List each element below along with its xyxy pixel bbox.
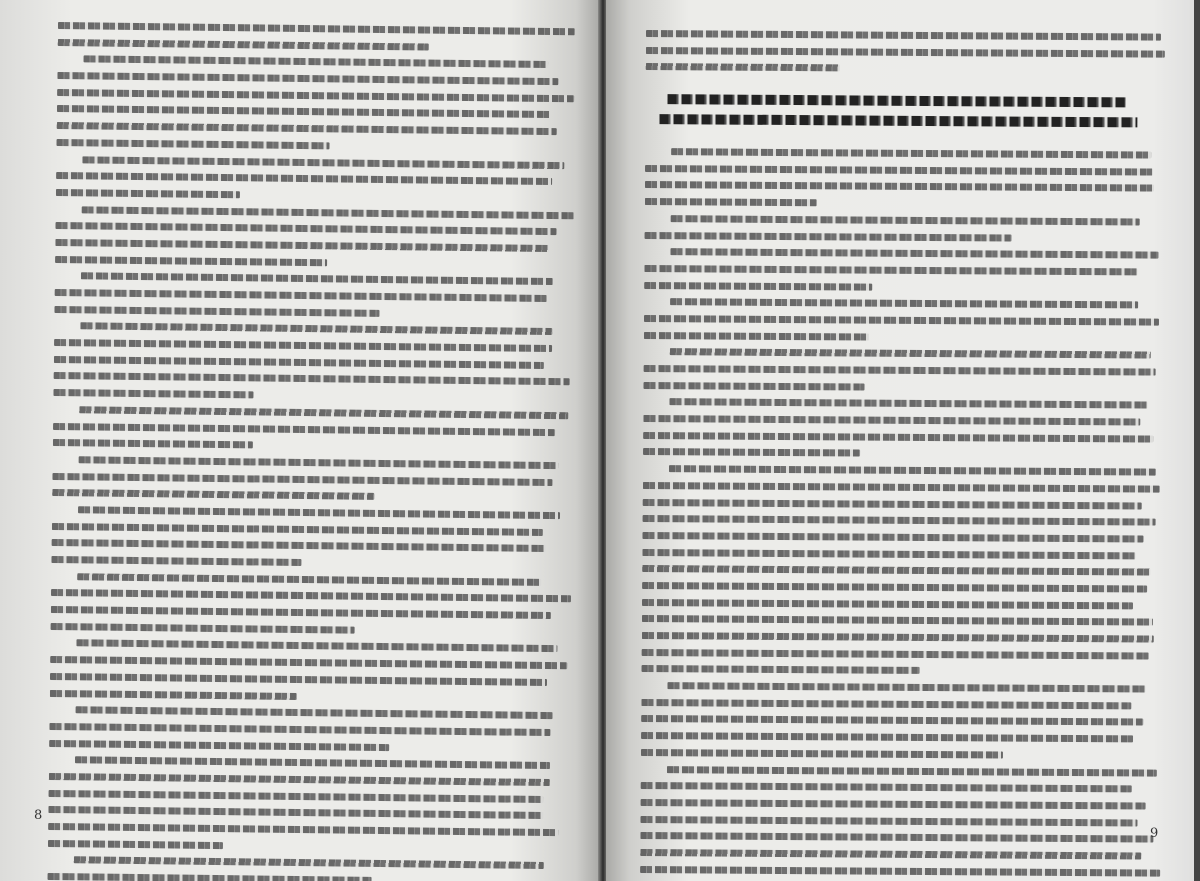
paragraph — [645, 215, 1165, 242]
text-line — [640, 866, 1160, 877]
text-line — [670, 348, 1151, 358]
paragraph — [52, 456, 572, 503]
text-line — [644, 365, 1156, 376]
text-line — [643, 482, 1160, 493]
paragraph — [646, 30, 1166, 74]
text-line — [58, 39, 429, 51]
text-line — [84, 56, 549, 69]
paragraph — [641, 682, 1162, 759]
text-line — [48, 840, 223, 849]
text-line — [49, 773, 550, 786]
paragraph — [640, 765, 1161, 881]
text-line — [641, 715, 1143, 726]
paragraph — [48, 856, 568, 881]
text-line — [55, 289, 547, 302]
text-line — [57, 72, 558, 85]
paragraph — [645, 148, 1165, 209]
left-page-text — [47, 22, 578, 881]
text-line — [52, 473, 552, 486]
text-line — [643, 382, 864, 391]
text-line — [670, 298, 1138, 308]
text-line — [669, 399, 1147, 409]
text-line — [57, 105, 550, 118]
text-line — [640, 849, 1141, 859]
text-line — [57, 89, 574, 102]
text-line — [54, 306, 379, 317]
right-page-number: 9 — [1150, 826, 1159, 841]
paragraph — [51, 573, 572, 636]
paragraph — [53, 406, 573, 453]
text-line — [55, 222, 556, 235]
paragraph — [48, 756, 569, 853]
text-line — [56, 172, 552, 185]
text-line — [644, 265, 1137, 275]
text-line — [54, 372, 570, 385]
paragraph — [53, 322, 574, 402]
text-line — [52, 523, 544, 536]
text-line — [641, 732, 1133, 742]
text-line — [76, 640, 557, 653]
text-line — [641, 699, 1131, 709]
text-line — [78, 506, 560, 519]
text-line — [646, 47, 1165, 58]
text-line — [641, 799, 1146, 810]
text-line — [54, 339, 552, 352]
text-line — [644, 315, 1159, 326]
text-line — [645, 181, 1154, 192]
paragraph — [642, 465, 1163, 676]
text-line — [643, 448, 860, 457]
text-line — [52, 539, 546, 552]
text-line — [51, 623, 355, 634]
text-line — [642, 615, 1153, 626]
text-line — [49, 740, 390, 751]
text-line — [643, 415, 1140, 425]
text-line — [667, 766, 1157, 776]
text-line — [55, 256, 327, 266]
text-line — [642, 599, 1133, 609]
text-line — [51, 589, 571, 602]
text-line — [49, 723, 550, 736]
text-line — [79, 406, 568, 419]
text-line — [54, 356, 544, 369]
text-line — [51, 606, 551, 619]
left-page-number: 8 — [34, 808, 43, 823]
text-line — [642, 665, 920, 674]
paragraph — [49, 706, 569, 753]
text-line — [48, 823, 558, 836]
text-line — [641, 749, 1003, 759]
text-line — [50, 656, 567, 669]
text-line — [51, 556, 301, 566]
text-line — [645, 198, 817, 206]
text-line — [640, 816, 1137, 826]
text-line — [643, 498, 1142, 508]
text-line — [646, 63, 840, 71]
text-line — [50, 689, 297, 699]
text-line — [56, 189, 240, 198]
text-line — [50, 673, 547, 686]
paragraph — [56, 55, 577, 152]
paragraph — [56, 155, 576, 202]
text-line — [53, 439, 253, 448]
text-line — [641, 782, 1132, 792]
right-page-text — [639, 30, 1166, 881]
text-line — [642, 582, 1147, 593]
text-line — [646, 30, 1161, 41]
paragraph — [643, 348, 1163, 392]
text-line — [55, 239, 550, 252]
text-line — [53, 389, 253, 398]
text-line — [645, 231, 1012, 241]
heading-text-line — [659, 114, 1137, 127]
text-line — [640, 832, 1153, 843]
text-line — [49, 790, 545, 803]
text-line — [48, 873, 372, 881]
text-line — [52, 489, 374, 500]
text-line — [74, 857, 544, 870]
heading-text-line — [667, 94, 1125, 107]
paragraph — [54, 272, 574, 319]
text-line — [80, 323, 552, 336]
text-line — [75, 757, 550, 770]
text-line — [77, 573, 541, 586]
text-line — [642, 632, 1154, 643]
text-line — [58, 22, 575, 35]
text-line — [642, 649, 1149, 660]
text-line — [53, 422, 555, 435]
text-line — [642, 532, 1143, 542]
text-line — [82, 206, 574, 219]
text-line — [79, 456, 559, 469]
text-line — [56, 139, 329, 149]
paragraph — [51, 506, 572, 569]
text-line — [670, 248, 1158, 258]
paragraph — [643, 398, 1163, 459]
text-line — [82, 156, 564, 169]
text-line — [643, 432, 1153, 443]
paragraph — [644, 298, 1164, 342]
text-line — [81, 273, 553, 286]
text-line — [48, 806, 543, 819]
text-line — [76, 706, 553, 719]
section-heading — [645, 80, 1165, 152]
text-line — [642, 549, 1135, 559]
paragraph — [55, 206, 576, 269]
text-line — [671, 215, 1140, 225]
text-line — [644, 282, 872, 291]
paragraph — [50, 639, 571, 702]
paragraph — [58, 22, 578, 52]
text-line — [669, 465, 1156, 475]
right-page — [606, 0, 1200, 881]
text-line — [57, 122, 557, 135]
text-line — [644, 332, 869, 341]
book-edge — [1194, 0, 1200, 881]
text-line — [643, 515, 1156, 526]
text-line — [645, 165, 1153, 176]
text-line — [642, 565, 1150, 576]
text-line — [667, 682, 1145, 692]
paragraph — [644, 248, 1164, 292]
